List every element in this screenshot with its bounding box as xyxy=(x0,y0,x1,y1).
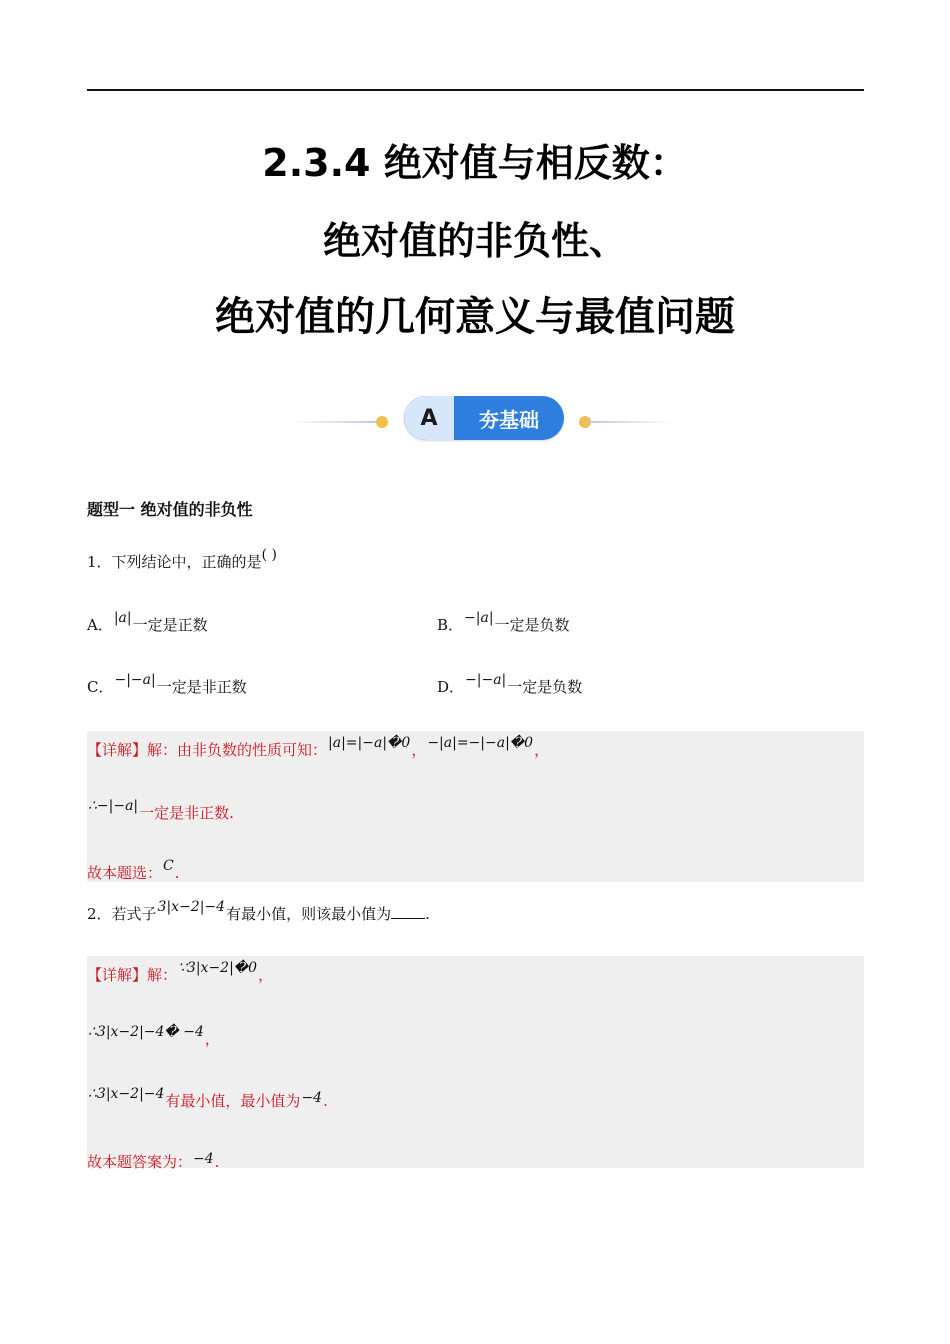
option-a xyxy=(87,610,208,635)
answer-1-math-1: |a|=|−a|�0 xyxy=(328,735,411,751)
option-d-text: 一定是负数 xyxy=(507,678,583,696)
dot-left-icon xyxy=(376,416,388,428)
section-heading: 题型一 绝对值的非负性 xyxy=(87,500,253,519)
answer-2-final-value: −4 xyxy=(193,1151,214,1167)
question-2-text-b: 有最小值，则该最小值为 xyxy=(226,905,392,923)
answer-2-line-4 xyxy=(87,1151,219,1172)
answer-box-2 xyxy=(87,956,864,1168)
answer-2-line-3 xyxy=(87,1086,328,1111)
answer-1-math-2: −|a|=−|−a|�0 xyxy=(427,735,534,751)
answer-2-line-2-math: ∴3|x−2|−4� −4 xyxy=(88,1024,204,1040)
answer-2-line-3-text: 有最小值，最小值为 xyxy=(165,1092,301,1110)
answer-1-prefix: 【详解】解：由非负数的性质可知： xyxy=(87,741,328,759)
option-b xyxy=(437,610,570,635)
option-c-math: −|−a| xyxy=(114,672,156,688)
option-b-math: −|a| xyxy=(464,610,494,626)
question-1-text: 1．下列结论中，正确的是 xyxy=(87,553,262,571)
question-2 xyxy=(87,899,430,924)
option-a-text: 一定是正数 xyxy=(132,616,208,634)
answer-2-line-1-math: ∵3|x−2|�0 xyxy=(178,960,258,976)
option-c-text: 一定是非正数 xyxy=(156,678,247,696)
answer-1-choice: C xyxy=(163,858,174,874)
answer-paren: ( ) xyxy=(261,547,277,563)
option-d-math: −|−a| xyxy=(465,672,507,688)
badge-pill xyxy=(404,396,564,440)
divider-right xyxy=(585,421,675,423)
answer-2-line-4-end: . xyxy=(214,1153,220,1171)
question-2-math: 3|x−2|−4 xyxy=(157,899,226,915)
answer-1-line-2-math: ∴−|−a| xyxy=(88,798,139,814)
question-2-text-c: . xyxy=(425,905,430,923)
option-d xyxy=(437,672,583,697)
option-d-label: D． xyxy=(437,678,465,696)
answer-1-end: . xyxy=(174,864,180,882)
answer-2-line-4-text: 故本题答案为： xyxy=(87,1153,193,1171)
header-rule xyxy=(87,89,864,91)
option-c xyxy=(87,672,247,697)
title-line-3: 绝对值的几何意义与最值问题 xyxy=(215,294,735,340)
question-1 xyxy=(87,547,277,572)
divider-left xyxy=(290,421,380,423)
option-b-label: B． xyxy=(437,616,464,634)
answer-2-line-2-end: ， xyxy=(204,1030,220,1048)
answer-2-line-3-math: ∴3|x−2|−4 xyxy=(88,1086,165,1102)
answer-2-line-1 xyxy=(87,960,274,985)
answer-1-sep-2: ， xyxy=(534,741,550,759)
option-c-label: C． xyxy=(87,678,114,696)
answer-1-line-3 xyxy=(87,858,180,883)
question-2-text-a: 2．若式子 xyxy=(87,905,157,923)
answer-1-line-3-text: 故本题选： xyxy=(87,864,163,882)
title-line-1: 2.3.4 绝对值与相反数： xyxy=(262,141,688,185)
answer-2-prefix: 【详解】解： xyxy=(87,966,178,984)
answer-2-line-3-value: −4 xyxy=(301,1090,323,1106)
option-a-label: A． xyxy=(87,616,113,634)
answer-2-line-2 xyxy=(87,1024,220,1049)
answer-1-line-2 xyxy=(87,798,234,823)
answer-2-line-1-end: ， xyxy=(258,966,274,984)
answer-1-sep-1: ， xyxy=(411,741,427,759)
title-line-2: 绝对值的非负性、 xyxy=(322,219,627,263)
option-a-math: |a| xyxy=(113,610,132,626)
option-b-text: 一定是负数 xyxy=(494,616,570,634)
answer-2-line-3-end: . xyxy=(323,1092,328,1110)
badge-letter: A xyxy=(404,396,454,440)
answer-1-line-1 xyxy=(87,735,550,760)
badge-text: 夯基础 xyxy=(479,407,539,432)
section-badge xyxy=(290,396,675,442)
answer-blank xyxy=(391,906,425,919)
answer-1-line-2-text: 一定是非正数. xyxy=(139,804,234,822)
